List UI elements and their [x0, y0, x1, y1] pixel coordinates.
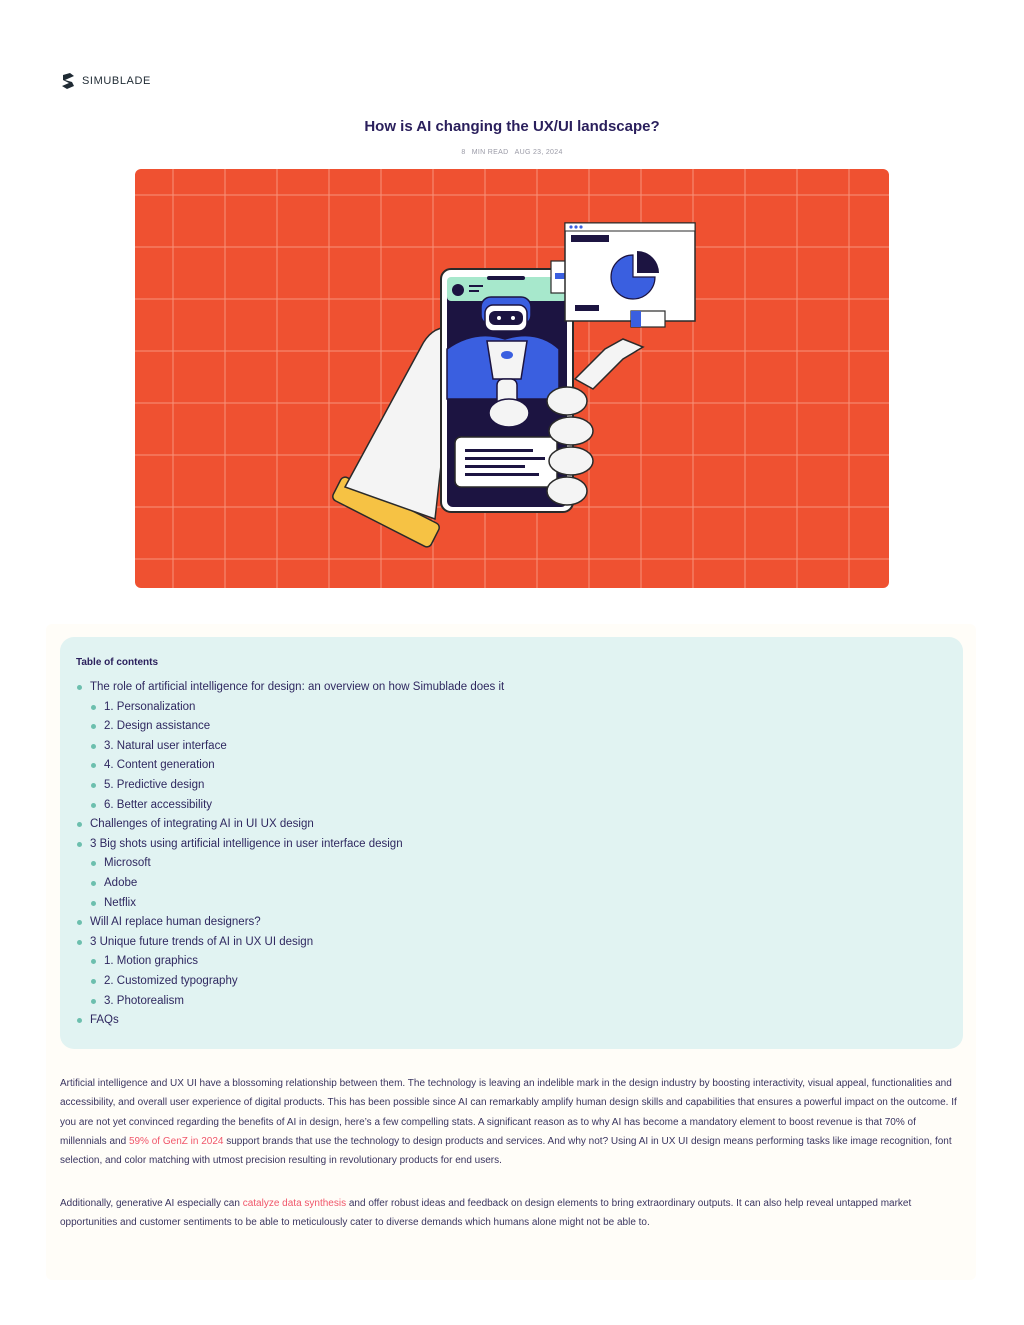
toc-item-predictive-design[interactable]: 5. Predictive design: [76, 776, 947, 796]
toc-item-big-shots[interactable]: 3 Big shots using artificial intelligence in user interface design: [76, 835, 947, 855]
generative-ai-paragraph: [60, 1194, 964, 1233]
article-title: How is AI changing the UX/UI landscape?: [364, 118, 660, 135]
toc-item-design-assistance[interactable]: 2. Design assistance: [76, 717, 947, 737]
toc-heading: Table of contents: [76, 657, 159, 668]
article-meta: [0, 149, 1024, 156]
article-body: [46, 624, 976, 1280]
toc-item-motion-graphics[interactable]: 1. Motion graphics: [76, 952, 947, 972]
toc-item-replace-designers[interactable]: Will AI replace human designers?: [76, 913, 947, 933]
toc-item-customized-typography[interactable]: 2. Customized typography: [76, 972, 947, 992]
genz-stat-link[interactable]: 59% of GenZ in 2024: [128, 1135, 224, 1147]
publish-date: AUG 23, 2024: [514, 149, 563, 156]
toc-item-future-trends[interactable]: 3 Unique future trends of AI in UX UI design: [76, 933, 947, 953]
toc-item-natural-user-interface[interactable]: 3. Natural user interface: [76, 737, 947, 757]
brand-name: SIMUBLADE: [82, 75, 151, 87]
read-time-count: 8: [461, 149, 466, 156]
toc-item-challenges[interactable]: Challenges of integrating AI in UI UX design: [76, 815, 947, 835]
read-time-label: MIN READ: [471, 149, 509, 156]
toc-item-content-generation[interactable]: 4. Content generation: [76, 756, 947, 776]
hero-image: [135, 169, 889, 588]
intro-text-end: support brands that use the technology to design products and services. And why not? Using AI in UX UI design means performing tasks like image recognition, font selection, and color matching with utmost precision resulting in revolutionary products for end users.: [60, 1135, 952, 1167]
data-synthesis-link[interactable]: catalyze data synthesis: [242, 1198, 347, 1209]
intro-paragraph: [60, 1074, 964, 1170]
toc-item-netflix[interactable]: Netflix: [76, 894, 947, 914]
toc-item-adobe[interactable]: Adobe: [76, 874, 947, 894]
brand-logo[interactable]: [60, 72, 151, 90]
toc-item-role-of-ai[interactable]: The role of artificial intelligence for design: an overview on how Simublade does it: [76, 678, 947, 698]
toc-item-photorealism[interactable]: 3. Photorealism: [76, 992, 947, 1012]
table-of-contents: [60, 637, 963, 1049]
intro-text-start: Artificial intelligence and UX UI have a blossoming relationship between them. The technology is leaving an indelible mark in the design industry by boosting interactivity, visual appeal, functionalities and accessibility, and overall user experience of digital products. This has been possible since AI can remarkably amplify human design skills and capabilities that ensures a powerful impact on the outcome. If you are not yet convinced regarding the benefits of AI in design, here’s a few compelling stats. A significant reason as to why AI has become a mandatory element to boost revenue is that 70% of millennials and: [60, 1078, 957, 1147]
toc-item-personalization[interactable]: 1. Personalization: [76, 698, 947, 718]
toc-item-faqs[interactable]: FAQs: [76, 1011, 947, 1031]
generative-text-end: and offer robust ideas and feedback on design elements to bring extraordinary outputs. It can also help reveal untapped market opportunities and customer sentiments to be able to meticulously cater to diverse demands which humans alone might not be able to.: [60, 1198, 912, 1229]
toc-item-microsoft[interactable]: Microsoft: [76, 854, 947, 874]
generative-text-start: Additionally, generative AI especially can: [60, 1198, 243, 1209]
toc-item-better-accessibility[interactable]: 6. Better accessibility: [76, 796, 947, 816]
toc-list: [76, 678, 947, 1031]
simublade-logo-icon: [60, 72, 76, 90]
ai-robot-phone-illustration: [135, 169, 889, 588]
